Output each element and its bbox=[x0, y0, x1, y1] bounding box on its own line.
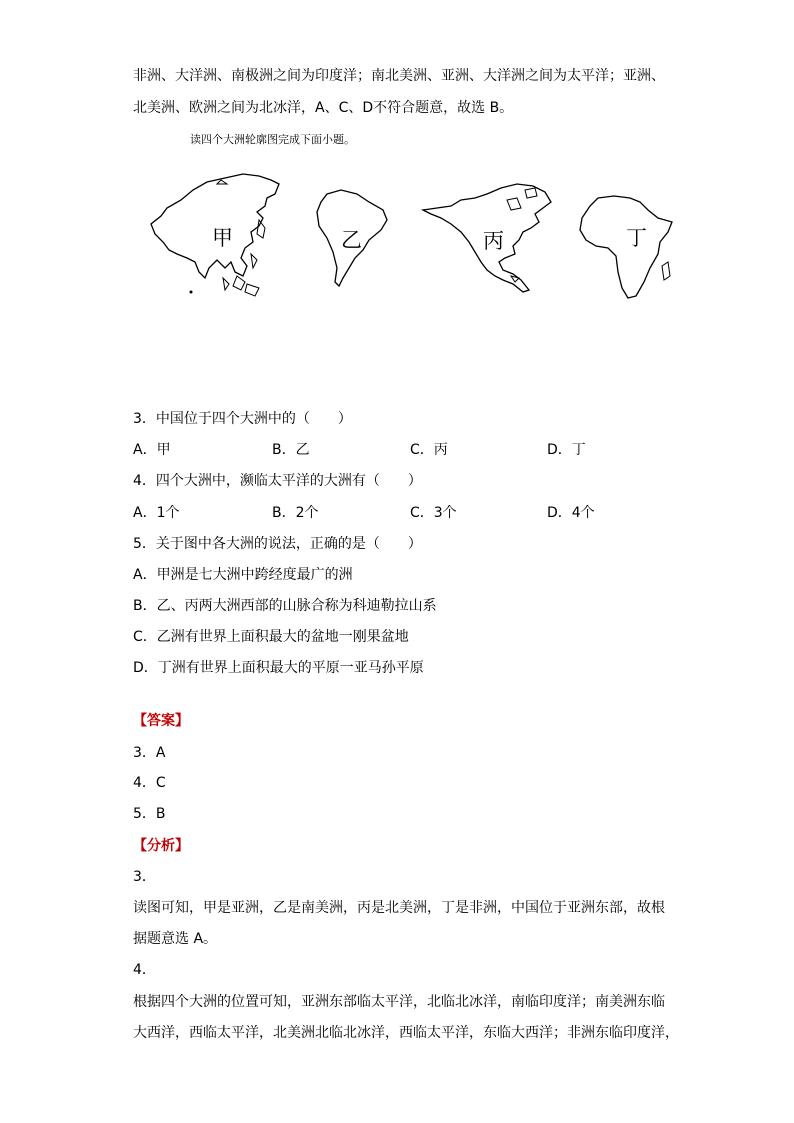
answer-item: 4．C bbox=[133, 775, 166, 791]
q3-option-b: B．乙 bbox=[272, 442, 310, 458]
answer-item: 5．B bbox=[133, 806, 166, 822]
q5-option-d: D．丁洲有世界上面积最大的平原一亚马孙平原 bbox=[133, 660, 424, 676]
q4-option-b: B．2个 bbox=[272, 505, 319, 521]
intro-line-2: 北美洲、欧洲之间为北冰洋，A、C、D不符合题意，故选 B。 bbox=[133, 100, 514, 116]
label-ding: 丁 bbox=[626, 226, 647, 250]
analysis-q4-line-2: 大西洋，西临太平洋，北美洲北临北冰洋，西临太平洋，东临大西洋；非洲东临印度洋， bbox=[133, 1025, 679, 1041]
question-5-stem: 5．关于图中各大洲的说法，正确的是（ ） bbox=[133, 536, 422, 552]
analysis-heading: 【分析】 bbox=[133, 838, 189, 854]
analysis-q3-line-2: 据题意选 A。 bbox=[133, 931, 218, 947]
q3-option-c: C．丙 bbox=[410, 442, 448, 458]
analysis-q4-number: 4． bbox=[133, 962, 156, 978]
q3-option-d: D．丁 bbox=[547, 442, 586, 458]
label-bing: 丙 bbox=[483, 229, 504, 253]
figure-caption: 读四个大洲轮廓图完成下面小题。 bbox=[190, 133, 355, 146]
analysis-q4-line-1: 根据四个大洲的位置可知，亚洲东部临太平洋，北临北冰洋，南临印度洋；南美洲东临 bbox=[133, 994, 665, 1010]
question-3-stem: 3．中国位于四个大洲中的（ ） bbox=[133, 411, 352, 427]
intro-line-1: 非洲、大洋洲、南极洲之间为印度洋；南北美洲、亚洲、大洋洲之间为太平洋；亚洲、 bbox=[133, 68, 665, 84]
q5-option-b: B．乙、丙两大洲西部的山脉合称为科迪勒拉山系 bbox=[133, 598, 437, 614]
label-jia: 甲 bbox=[212, 226, 233, 250]
label-yi: 乙 bbox=[341, 228, 362, 252]
q4-option-a: A．1个 bbox=[133, 505, 180, 521]
answer-heading: 【答案】 bbox=[133, 713, 189, 729]
answer-item: 3．A bbox=[133, 745, 166, 761]
analysis-q3-number: 3． bbox=[133, 869, 156, 885]
q4-option-d: D．4个 bbox=[547, 505, 595, 521]
q5-option-c: C．乙洲有世界上面积最大的盆地一刚果盆地 bbox=[133, 629, 409, 645]
analysis-q3-line-1: 读图可知，甲是亚洲，乙是南美洲，丙是北美洲，丁是非洲，中国位于亚洲东部，故根 bbox=[133, 900, 665, 916]
q4-option-c: C．3个 bbox=[410, 505, 457, 521]
q5-option-a: A．甲洲是七大洲中跨经度最广的洲 bbox=[133, 567, 353, 583]
q3-option-a: A．甲 bbox=[133, 442, 171, 458]
question-4-stem: 4．四个大洲中，濒临太平洋的大洲有（ ） bbox=[133, 473, 422, 489]
